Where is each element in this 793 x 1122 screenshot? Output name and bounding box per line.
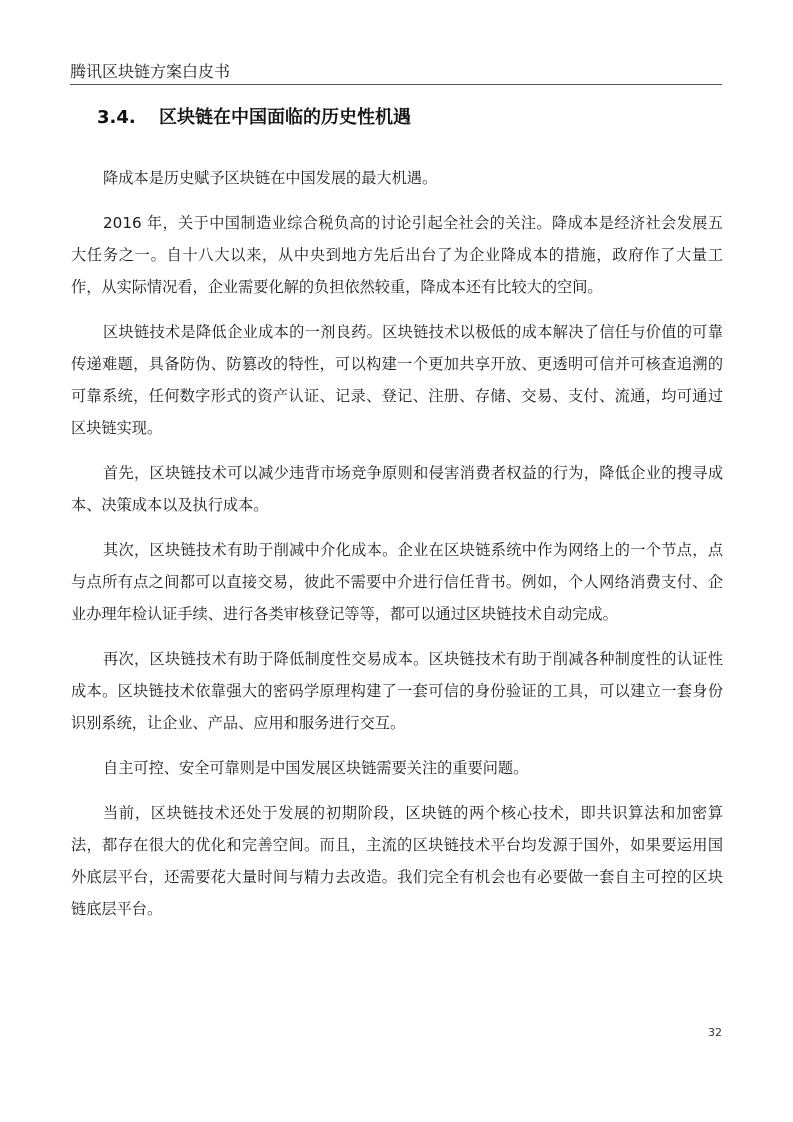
section-number: 3.4. (97, 107, 136, 128)
running-header: 腾讯区块链方案白皮书 (70, 62, 231, 81)
paragraph: 首先，区块链技术可以减少违背市场竞争原则和侵害消费者权益的行为，降低企业的搜寻成本、决策成本以及执行成本。 (71, 464, 723, 514)
paragraph: 其次，区块链技术有助于削减中介化成本。企业在区块链系统中作为网络上的一个节点，点与点所有点之间都可以直接交易，彼此不需要中介进行信任背书。例如，个人网络消费支付、企业办理年检认证手续、进行各类审核登记等等，都可以通过区块链技术自动完成。 (71, 541, 723, 623)
paragraph: 再次，区块链技术有助于降低制度性交易成本。区块链技术有助于削减各种制度性的认证性成本。区块链技术依靠强大的密码学原理构建了一套可信的身份验证的工具，可以建立一套身份识别系统，让企业、产品、应用和服务进行交互。 (71, 650, 723, 732)
header-divider (70, 84, 722, 85)
paragraph: 2016 年，关于中国制造业综合税负高的讨论引起全社会的关注。降成本是经济社会发展五大任务之一。自十八大以来，从中央到地方先后出台了为企业降成本的措施，政府作了大量工作，从实际情况看，企业需要化解的负担依然较重，降成本还有比较大的空间。 (71, 214, 723, 296)
body-text (71, 162, 723, 938)
page-number: 32 (708, 1026, 722, 1039)
paragraph: 自主可控、安全可靠则是中国发展区块链需要关注的重要问题。 (103, 759, 529, 777)
paragraph: 当前，区块链技术还处于发展的初期阶段，区块链的两个核心技术，即共识算法和加密算法，都存在很大的优化和完善空间。而且，主流的区块链技术平台均发源于国外，如果要运用国外底层平台，还需要花大量时间与精力去改造。我们完全有机会也有必要做一套自主可控的区块链底层平台。 (71, 804, 723, 918)
section-title: 区块链在中国面临的历史性机遇 (159, 107, 411, 128)
section-heading (97, 106, 411, 130)
paragraph: 降成本是历史赋予区块链在中国发展的最大机遇。 (103, 169, 438, 187)
paragraph: 区块链技术是降低企业成本的一剂良药。区块链技术以极低的成本解决了信任与价值的可靠传递难题，具备防伪、防篡改的特性，可以构建一个更加共享开放、更透明可信并可核查追溯的可靠系统，任何数字形式的资产认证、记录、登记、注册、存储、交易、支付、流通，均可通过区块链实现。 (71, 323, 723, 437)
